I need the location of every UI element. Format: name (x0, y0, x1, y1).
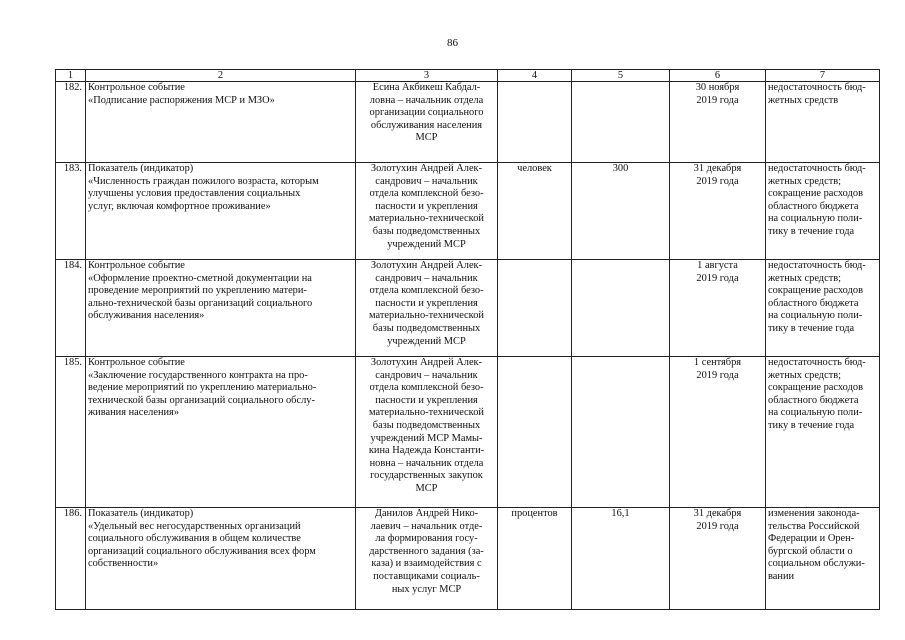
measure-name-line: Показатель (индикатор) (88, 163, 194, 174)
responsible-person-line: лаевич – начальник отде- (370, 520, 483, 532)
measure-name-line: Показатель (индикатор) (88, 508, 194, 519)
column-number: 1 (56, 70, 86, 82)
target-value (572, 260, 670, 357)
responsible-person (356, 260, 498, 357)
unit-of-measure (498, 357, 572, 508)
target-value: 16,1 (572, 508, 670, 610)
risk-description-line: тику в течение года (768, 322, 855, 334)
deadline-date (670, 82, 766, 163)
responsible-person-line: пасности и укрепления (375, 394, 478, 406)
measure-name-line: обслуживания населения» (88, 310, 205, 322)
responsible-person-line: пасности и укрепления (375, 297, 478, 309)
risk-description-line: жетных средств; (768, 369, 842, 381)
responsible-person-line: ла формирования госу- (375, 533, 478, 545)
responsible-person-line: сандрович – начальник (375, 369, 478, 381)
responsible-person-line: ловна – начальник отдела (369, 94, 484, 106)
deadline-date-line: 1 августа (697, 260, 738, 271)
responsible-person-line: обслуживания населения (370, 119, 483, 131)
risk-description-line: вании (768, 570, 795, 582)
risk-description-line: жетных средств; (768, 272, 842, 284)
risk-description-line: социальном обслужи- (768, 558, 865, 570)
measure-name-line: социального обслуживания в общем количестве (88, 533, 301, 545)
risk-description-line: изменения законода- (768, 508, 860, 519)
measure-name (86, 357, 356, 508)
row-number: 183. (56, 163, 86, 260)
responsible-person-line: базы подведомственных (372, 419, 481, 431)
responsible-person-line: базы подведомственных (372, 225, 481, 237)
responsible-person (356, 508, 498, 610)
measure-name (86, 508, 356, 610)
measure-name (86, 163, 356, 260)
risk-description-line: на социальную поли- (768, 407, 863, 419)
unit-of-measure (498, 82, 572, 163)
risk-description-line: недостаточность бюд- (768, 82, 866, 93)
row-number: 184. (56, 260, 86, 357)
column-number: 5 (572, 70, 670, 82)
risk-description-line: недостаточность бюд- (768, 163, 866, 174)
responsible-person-line: Есина Акбикеш Кабдал- (372, 82, 481, 93)
deadline-date-line: 2019 года (696, 175, 739, 187)
risk-description-line: бургской области о (768, 545, 853, 557)
responsible-person-line: сандрович – начальник (375, 175, 478, 187)
measures-table (55, 69, 880, 610)
responsible-person-line: Золотухин Андрей Алек- (370, 260, 483, 271)
page-number: 86 (447, 37, 458, 49)
responsible-person-line: государственных закупок (370, 470, 483, 482)
responsible-person-line: учреждений МСР Мамы- (370, 432, 483, 444)
measure-name-line: проведение мероприятий по укреплению матери- (88, 285, 307, 297)
target-value (572, 357, 670, 508)
responsible-person-line: базы подведомственных (372, 322, 481, 334)
deadline-date-line: 1 сентября (693, 357, 742, 368)
responsible-person-line: МСР (415, 132, 438, 144)
risk-description-line: областного бюджета (768, 394, 859, 406)
responsible-person (356, 82, 498, 163)
deadline-date (670, 508, 766, 610)
risk-description-line: сокращение расходов (768, 285, 863, 297)
deadline-date-line: 30 ноября (695, 82, 740, 93)
responsible-person-line: материально-технической (369, 213, 484, 225)
measure-name (86, 82, 356, 163)
responsible-person-line: кина Надежда Константи- (368, 445, 485, 457)
deadline-date-line: 2019 года (696, 520, 739, 532)
deadline-date (670, 357, 766, 508)
responsible-person-line: сандрович – начальник (375, 272, 478, 284)
deadline-date-line: 31 декабря (693, 163, 742, 174)
deadline-date-line: 2019 года (696, 272, 739, 284)
measure-name-line: услуг, включая комфортное проживание» (88, 200, 271, 212)
responsible-person-line: Данилов Андрей Нико- (374, 508, 479, 519)
row-number: 186. (56, 508, 86, 610)
target-value (572, 82, 670, 163)
responsible-person-line: ных услуг МСР (391, 583, 462, 595)
responsible-person-line: отдела комплексной безо- (369, 188, 484, 200)
column-number: 7 (766, 70, 880, 82)
measure-name-line: Контрольное событие (88, 260, 185, 271)
table-row (56, 163, 880, 260)
table-row (56, 82, 880, 163)
deadline-date-line: 2019 года (696, 94, 739, 106)
table-row (56, 260, 880, 357)
risk-description-line: жетных средств; (768, 175, 842, 187)
risk-description (766, 357, 880, 508)
responsible-person-line: материально-технической (369, 407, 484, 419)
risk-description (766, 82, 880, 163)
column-number: 4 (498, 70, 572, 82)
risk-description-line: жетных средств (768, 94, 839, 106)
measure-name-line: Контрольное событие (88, 82, 185, 93)
measure-name (86, 260, 356, 357)
row-number: 182. (56, 82, 86, 163)
responsible-person-line: дарственного задания (за- (369, 545, 484, 557)
risk-description-line: областного бюджета (768, 297, 859, 309)
responsible-person-line: Золотухин Андрей Алек- (370, 163, 483, 174)
risk-description-line: на социальную поли- (768, 213, 863, 225)
responsible-person-line: поставщиками социаль- (373, 570, 480, 582)
risk-description-line: Федерации и Орен- (768, 533, 855, 545)
measure-name-line: «Оформление проектно-сметной документации на (88, 272, 312, 284)
risk-description (766, 260, 880, 357)
table-row (56, 357, 880, 508)
risk-description-line: областного бюджета (768, 200, 859, 212)
risk-description (766, 508, 880, 610)
measure-name-line: собственности» (88, 558, 159, 570)
measure-name-line: «Заключение государственного контракта на про- (88, 369, 308, 381)
deadline-date-line: 2019 года (696, 369, 739, 381)
measure-name-line: ведение мероприятий по укреплению материально- (88, 382, 317, 394)
risk-description-line: тику в течение года (768, 225, 855, 237)
measure-name-line: улучшены условия предоставления социальных (88, 188, 301, 200)
responsible-person-line: отдела комплексной безо- (369, 285, 484, 297)
table-row (56, 508, 880, 610)
risk-description-line: сокращение расходов (768, 188, 863, 200)
measure-name-line: ально-технической базы организаций социального (88, 297, 313, 309)
column-number: 3 (356, 70, 498, 82)
target-value: 300 (572, 163, 670, 260)
risk-description-line: на социальную поли- (768, 310, 863, 322)
responsible-person-line: Золотухин Андрей Алек- (370, 357, 483, 368)
measure-name-line: «Численность граждан пожилого возраста, которым (88, 175, 319, 187)
deadline-date (670, 163, 766, 260)
measure-name-line: технической базы организаций социального обслу- (88, 394, 315, 406)
responsible-person-line: новна – начальник отдела (369, 457, 484, 469)
column-number: 6 (670, 70, 766, 82)
measure-name-line: «Удельный вес негосударственных организаций (88, 520, 301, 532)
responsible-person-line: каза) и взаимодействия с (371, 558, 482, 570)
responsible-person-line: организации социального (369, 107, 484, 119)
column-number: 2 (86, 70, 356, 82)
risk-description-line: тельства Российской (768, 520, 860, 532)
responsible-person-line: материально-технической (369, 310, 484, 322)
responsible-person-line: МСР (415, 482, 438, 494)
risk-description-line: недостаточность бюд- (768, 357, 866, 368)
risk-description-line: тику в течение года (768, 419, 855, 431)
measure-name-line: организаций социального обслуживания всех форм (88, 545, 316, 557)
risk-description (766, 163, 880, 260)
deadline-date (670, 260, 766, 357)
unit-of-measure (498, 260, 572, 357)
responsible-person-line: учреждений МСР (387, 238, 466, 250)
responsible-person-line: отдела комплексной безо- (369, 382, 484, 394)
unit-of-measure: человек (498, 163, 572, 260)
measure-name-line: живания населения» (88, 407, 180, 419)
measure-name-line: «Подписание распоряжения МСР и МЗО» (88, 94, 275, 106)
row-number: 185. (56, 357, 86, 508)
risk-description-line: недостаточность бюд- (768, 260, 866, 271)
measure-name-line: Контрольное событие (88, 357, 185, 368)
responsible-person (356, 163, 498, 260)
deadline-date-line: 31 декабря (693, 508, 742, 519)
unit-of-measure: процентов (498, 508, 572, 610)
risk-description-line: сокращение расходов (768, 382, 863, 394)
responsible-person-line: учреждений МСР (387, 335, 466, 347)
responsible-person-line: пасности и укрепления (375, 200, 478, 212)
column-number-row (56, 70, 880, 82)
responsible-person (356, 357, 498, 508)
